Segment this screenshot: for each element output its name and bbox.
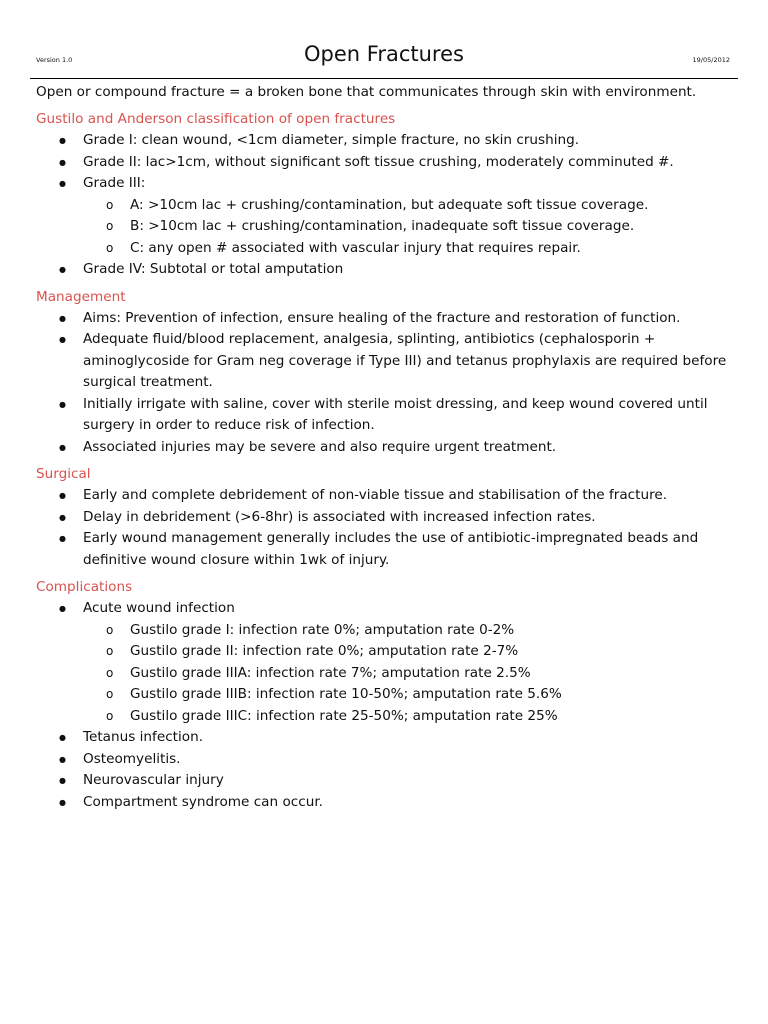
version-label: Version 1.0 [36,56,73,64]
sub-list-item: o Gustilo grade IIIC: infection rate 25-50%; amputation rate 25% [83,706,736,728]
surgical-list [36,485,736,571]
complications-list [36,598,736,813]
list-item: ● Compartment syndrome can occur. [36,792,736,814]
list-item: ● Early wound management generally includes the use of antibiotic-impregnated beads and definitive wound closure within 1wk of injury. [36,528,736,571]
management-list [36,308,736,459]
list-item: ● Aims: Prevention of infection, ensure healing of the fracture and restoration of function. [36,308,736,330]
intro-text: Open or compound fracture = a broken bone that communicates through skin with environment. [36,84,697,100]
document-body [36,82,736,819]
surgical-heading: Surgical [36,466,91,482]
sub-list-item: o B: >10cm lac + crushing/contamination, inadequate soft tissue coverage. [83,216,736,238]
sub-list-item: o Gustilo grade II: infection rate 0%; amputation rate 2-7% [83,641,736,663]
list-item: ● Adequate fluid/blood replacement, analgesia, splinting, antibiotics (cephalosporin + aminoglycoside for Gram neg coverage if Type III) and tetanus prophylaxis are required before surgical treatment. [36,329,736,394]
sub-list-item: o C: any open # associated with vascular injury that requires repair. [83,238,736,260]
list-item: ● Associated injuries may be severe and also require urgent treatment. [36,437,736,459]
date-label: 19/05/2012 [692,56,730,64]
infection-sublist [83,620,736,728]
list-item: ● Grade III: o A: >10cm lac + crushing/contamination, but adequate soft tissue coverage. o B: >10cm lac + crushing/contamination, inadequate soft tissue coverage. o C: any open # associated with vascular injury that requires repair. [36,173,736,259]
list-item: ● Tetanus infection. [36,727,736,749]
list-item: ● Early and complete debridement of non-viable tissue and stabilisation of the fracture. [36,485,736,507]
list-item: ● Acute wound infection o Gustilo grade I: infection rate 0%; amputation rate 0-2% o Gustilo grade II: infection rate 0%; amputation rate 2-7% o Gustilo grade IIIA: infection rate 7%; amputation rate 2.5% o Gustilo grade IIIB: infection rate 10-50%; amputation rate 5.6% o Gustilo grade IIIC: infection rate 25-50%; amputation rate 25% [36,598,736,727]
gustilo-list [36,130,736,281]
sub-list-item: o A: >10cm lac + crushing/contamination, but adequate soft tissue coverage. [83,195,736,217]
list-item: ● Initially irrigate with saline, cover with sterile moist dressing, and keep wound covered until surgery in order to reduce risk of infection. [36,394,736,437]
complications-heading: Complications [36,579,133,595]
management-heading: Management [36,288,126,305]
list-item: ● Delay in debridement (>6-8hr) is associated with increased infection rates. [36,507,736,529]
sub-list-item: o Gustilo grade IIIB: infection rate 10-50%; amputation rate 5.6% [83,684,736,706]
page-header [30,38,738,79]
sub-list-item: o Gustilo grade IIIA: infection rate 7%; amputation rate 2.5% [83,663,736,685]
list-item: ● Grade I: clean wound, <1cm diameter, simple fracture, no skin crushing. [36,130,736,152]
grade3-sublist [83,195,736,260]
list-item: ● Osteomyelitis. [36,749,736,771]
page-title: Open Fractures [304,42,464,66]
list-item: ● Grade IV: Subtotal or total amputation [36,259,736,281]
gustilo-heading: Gustilo and Anderson classification of open fractures [36,111,396,127]
list-item: ● Neurovascular injury [36,770,736,792]
sub-list-item: o Gustilo grade I: infection rate 0%; amputation rate 0-2% [83,620,736,642]
list-item: ● Grade II: lac>1cm, without significant soft tissue crushing, moderately comminuted #. [36,152,736,174]
